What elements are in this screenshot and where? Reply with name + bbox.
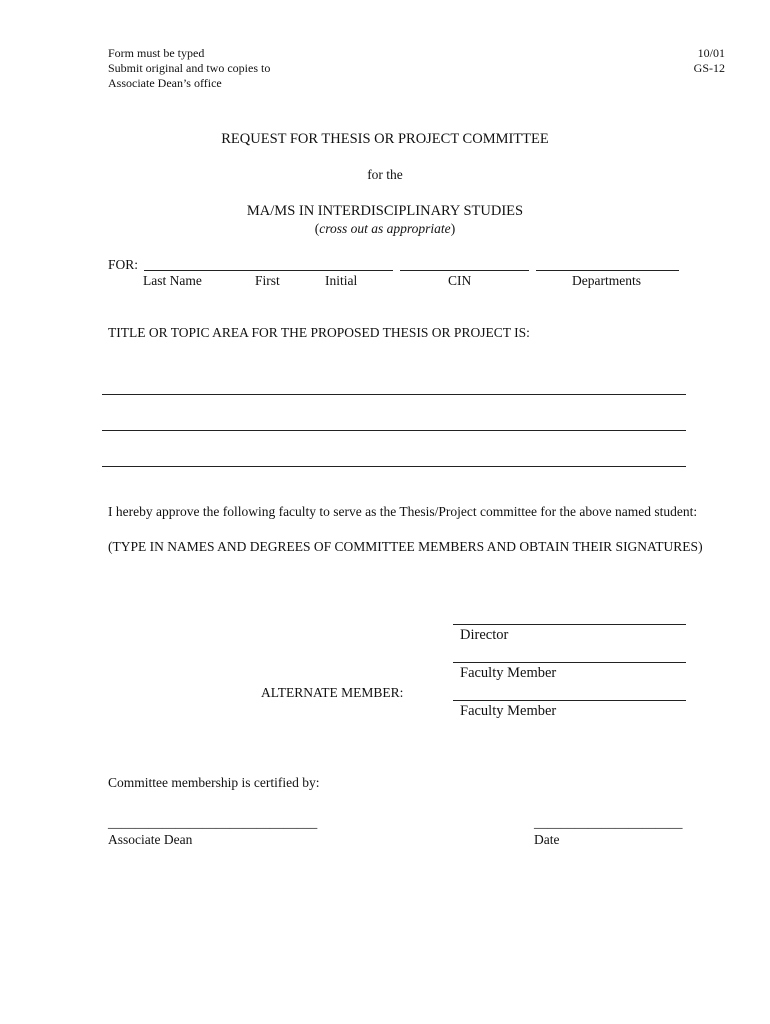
header-left-line-1: Form must be typed — [108, 46, 205, 60]
cin-input-line[interactable] — [400, 270, 529, 271]
faculty-1-signature-line[interactable] — [453, 662, 686, 663]
faculty-2-caption: Faculty Member — [460, 703, 557, 719]
faculty-2-signature-line[interactable] — [453, 700, 686, 701]
header-right — [600, 46, 725, 76]
topic-label: TITLE OR TOPIC AREA FOR THE PROPOSED THESIS OR PROJECT IS: — [108, 325, 530, 340]
program-title: MA/MS IN INTERDISCIPLINARY STUDIES — [246, 203, 524, 219]
caption-departments: Departments — [572, 273, 641, 288]
faculty-1-caption: Faculty Member — [460, 665, 557, 681]
dean-signature-line[interactable]: _______________________________ — [108, 815, 318, 830]
topic-line-1[interactable] — [102, 394, 686, 395]
date-caption: Date — [534, 832, 560, 847]
approval-statement: I hereby approve the following faculty to serve as the Thesis/Project committee for the above named student: — [108, 504, 698, 519]
date-signature-line[interactable]: ______________________ — [534, 815, 683, 830]
alternate-member-label: ALTERNATE MEMBER: — [261, 685, 404, 700]
for-the-text: for the — [367, 167, 403, 182]
approval-instruction: (TYPE IN NAMES AND DEGREES OF COMMITTEE MEMBERS AND OBTAIN THEIR SIGNATURES) — [108, 539, 703, 554]
dean-caption: Associate Dean — [108, 832, 193, 847]
note-italic: cross out as appropriate — [319, 221, 451, 236]
name-input-line[interactable] — [144, 270, 393, 271]
form-title: REQUEST FOR THESIS OR PROJECT COMMITTEE — [221, 131, 549, 147]
director-signature-line[interactable] — [453, 624, 686, 625]
director-caption: Director — [460, 627, 509, 643]
topic-line-2[interactable] — [102, 430, 686, 431]
caption-last-name: Last Name — [143, 273, 202, 288]
departments-input-line[interactable] — [536, 270, 679, 271]
form-code: GS-12 — [693, 61, 725, 75]
note-paren-open: ( — [314, 221, 320, 236]
header-left — [108, 46, 270, 91]
certification-label: Committee membership is certified by: — [108, 775, 320, 790]
form-date: 10/01 — [697, 46, 725, 60]
caption-cin: CIN — [448, 273, 472, 288]
cross-out-note — [0, 221, 770, 237]
caption-first: First — [255, 273, 280, 288]
for-label: FOR: — [108, 257, 139, 272]
topic-line-3[interactable] — [102, 466, 686, 467]
caption-initial: Initial — [325, 273, 358, 288]
note-paren-close: ) — [450, 221, 456, 236]
header-left-line-2: Submit original and two copies to — [108, 61, 271, 75]
header-left-line-3: Associate Dean’s office — [108, 76, 222, 90]
